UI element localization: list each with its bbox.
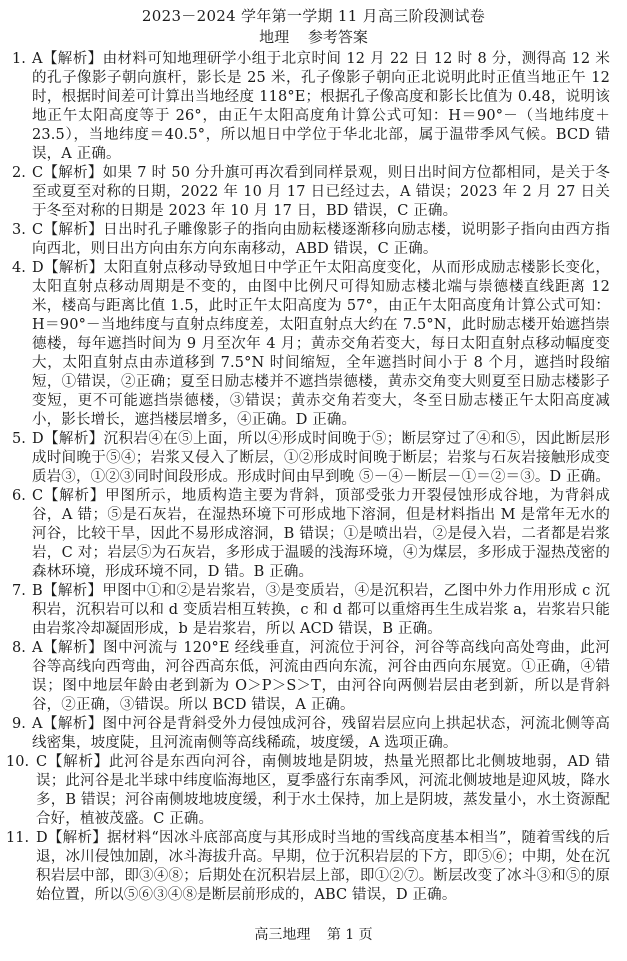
answer-explanation: A【解析】图中河流与 120°E 经线垂直，河流位于河谷，河谷等高线向高处弯曲，此河谷等高线向西弯曲，河谷西高东低，河流由西向东流，河谷由西向东展宽。①正确，④错误；图中地层年龄由老到新为 O＞P＞S＞T，由河谷向两侧岩层由老到新，所以是背斜谷，②正确，③错误。所以 BCD 错误，A 正确。 (32, 640, 610, 713)
answer-item-4 (0, 259, 627, 430)
answer-number: 10. (6, 754, 30, 770)
answer-explanation: D【解析】沉积岩④在⑤上面，所以④形成时间晚于⑤；断层穿过了④和⑤，因此断层形成时间晚于⑤④；岩浆又侵入了断层，①②形成时间晚于断层；岩浆与石灰岩接触形成变质岩③，①②③同时间段形成。形成时间由早到晚 ⑤－④－断层－①＝②＝③。D 正确。 (32, 431, 610, 485)
answer-explanation: A【解析】由材料可知地理研学小组于北京时间 12 月 22 日 12 时 8 分，测得高 12 米的孔子像影子朝向旗杆，影长是 25 米，孔子像影子朝向正北说明此时正值当地正午 12 时，根据时间差可计算出当地经度 118°E；根据孔子像高度和影长比值为 0.48，说明该地正午太阳高度等于 26°，由正午太阳高度角计算公式可知：H＝90°－（当地纬度＋23.5），当地纬度＝40.5°，所以旭日中学位于华北北部，属于温带季风气候。BCD 错误，A 正确。 (32, 51, 610, 162)
answer-explanation: C【解析】如果 7 时 50 分升旗可再次看到同样景观，则日出时间方位都相同，是关于冬至或夏至对称的日期，2022 年 10 月 17 日已经过去，A 错误；2023 年 2 月 27 日关于冬至对称的日期是 2023 年 10 月 17 日，BD 错误，C 正确。 (32, 165, 610, 219)
answer-number: 4. (12, 260, 26, 276)
document-subtitle (0, 27, 627, 47)
answer-item-2 (0, 164, 627, 221)
answer-item-10 (0, 753, 627, 829)
answer-number: 11. (6, 830, 30, 846)
answer-list (0, 50, 627, 905)
answer-item-6 (0, 487, 627, 582)
answer-explanation: B【解析】甲图中①和②是岩浆岩，③是变质岩，④是沉积岩，乙图中外力作用形成 c 沉积岩，沉积岩可以和 d 变质岩相互转换，c 和 d 都可以重熔再生生成岩浆 a，岩浆岩只能由岩浆冷却凝固形成，b 是岩浆岩，所以 ACD 错误，B 正确。 (32, 583, 610, 637)
footer-subject: 高三地理 (254, 927, 311, 943)
answer-explanation: C【解析】甲图所示，地质构造主要为背斜，顶部受张力开裂侵蚀形成谷地，为背斜成谷，A 错；⑤是石灰岩，在湿热环境下可形成地下溶洞，但是材料指出 M 是常年无水的河谷，比较干旱，因此不易形成溶洞，B 错误；①是喷出岩，②是侵入岩，二者都是岩浆岩，C 对；岩层⑤为石灰岩，多形成于温暖的浅海环境，④为煤层，多形成于湿热茂密的森林环境，形成环境不同，D 错。B 正确。 (32, 488, 610, 580)
answer-number: 8. (12, 640, 26, 656)
answer-item-3 (0, 221, 627, 259)
answer-number: 3. (12, 222, 26, 238)
answer-explanation: C【解析】日出时孔子雕像影子的指向由励耘楼逐渐移向励志楼，说明影子指向由西方指向西北，则日出方向由东方向东南移动，ABD 错误，C 正确。 (32, 222, 610, 257)
answer-explanation: A【解析】图中河谷是背斜受外力侵蚀成河谷，残留岩层应向上拱起状态，河流北侧等高线密集，坡度陡，且河流南侧等高线稀疏，坡度缓，A 选项正确。 (32, 716, 610, 751)
document-title: 2023－2024 学年第一学期 11 月高三阶段测试卷 (141, 7, 486, 25)
answer-item-5 (0, 430, 627, 487)
answer-item-8 (0, 639, 627, 715)
page-number: 第 1 页 (326, 927, 373, 943)
subject-label: 地理 (259, 28, 290, 46)
answer-item-9 (0, 715, 627, 753)
answer-explanation: D【解析】据材料“因冰斗底部高度与其形成时当地的雪线高度基本相当”，随着雪线的后退，冰川侵蚀加剧，冰斗海拔升高。早期，位于沉积岩层的下方，即⑤⑥；中期，处在沉积岩层中部，即③④⑧；后期处在沉积岩层上部，即①②⑦。断层改变了冰斗③和⑤的原始位置，所以⑤⑥③④⑧是断层前形成的，ABC 错误，D 正确。 (36, 830, 610, 903)
answer-number: 1. (12, 51, 26, 67)
answer-number: 6. (12, 488, 26, 504)
answer-item-1 (0, 50, 627, 164)
answer-explanation: C【解析】此河谷是东西向河谷，南侧坡地是阴坡，热量光照都比北侧坡地弱，AD 错误；此河谷是北半球中纬度临海地区，夏季盛行东南季风，河流北侧坡地是迎风坡，降水多，B 错误；河谷南侧坡地坡度缓，利于水土保持，加上是阴坡，蒸发量小，水土资源配合好，植被茂盛。C 正确。 (36, 754, 610, 827)
answer-number: 7. (12, 583, 26, 599)
answer-number: 2. (12, 165, 26, 181)
answer-item-7 (0, 582, 627, 639)
answer-explanation: D【解析】太阳直射点移动导致旭日中学正午太阳高度变化，从而形成励志楼影长变化，太阳直射点移动周期是不变的，由图中比例尺可得知励志楼北端与崇德楼直线距离 12 米，楼高与距离比值 1.5，此时正午太阳高度为 57°，由正午太阳高度角计算公式可知：H＝90°－当地纬度与直射点纬度差，太阳直射点大约在 7.5°N，此时励志楼开始遮挡崇德楼，每年遮挡时间为 9 月至次年 4 月；黄赤交角若变大，每日太阳直射点移动幅度变大，太阳直射点由赤道移到 7.5°N 时间缩短，全年遮挡时间小于 8 个月，遮挡时段缩短，①错误，②正确；夏至日励志楼并不遮挡崇德楼，黄赤交角变大则夏至日励志楼影子变短，更不可能遮挡崇德楼，③错误；黄赤交角若变大，冬至日励志楼正午太阳高度减小，影长增长，遮挡楼层增多，④正确。D 正确。 (32, 260, 610, 428)
answer-item-11 (0, 829, 627, 905)
answer-number: 5. (12, 431, 26, 447)
doc-type-label: 参考答案 (307, 28, 368, 46)
answer-number: 9. (12, 716, 26, 732)
page-footer (0, 926, 627, 944)
